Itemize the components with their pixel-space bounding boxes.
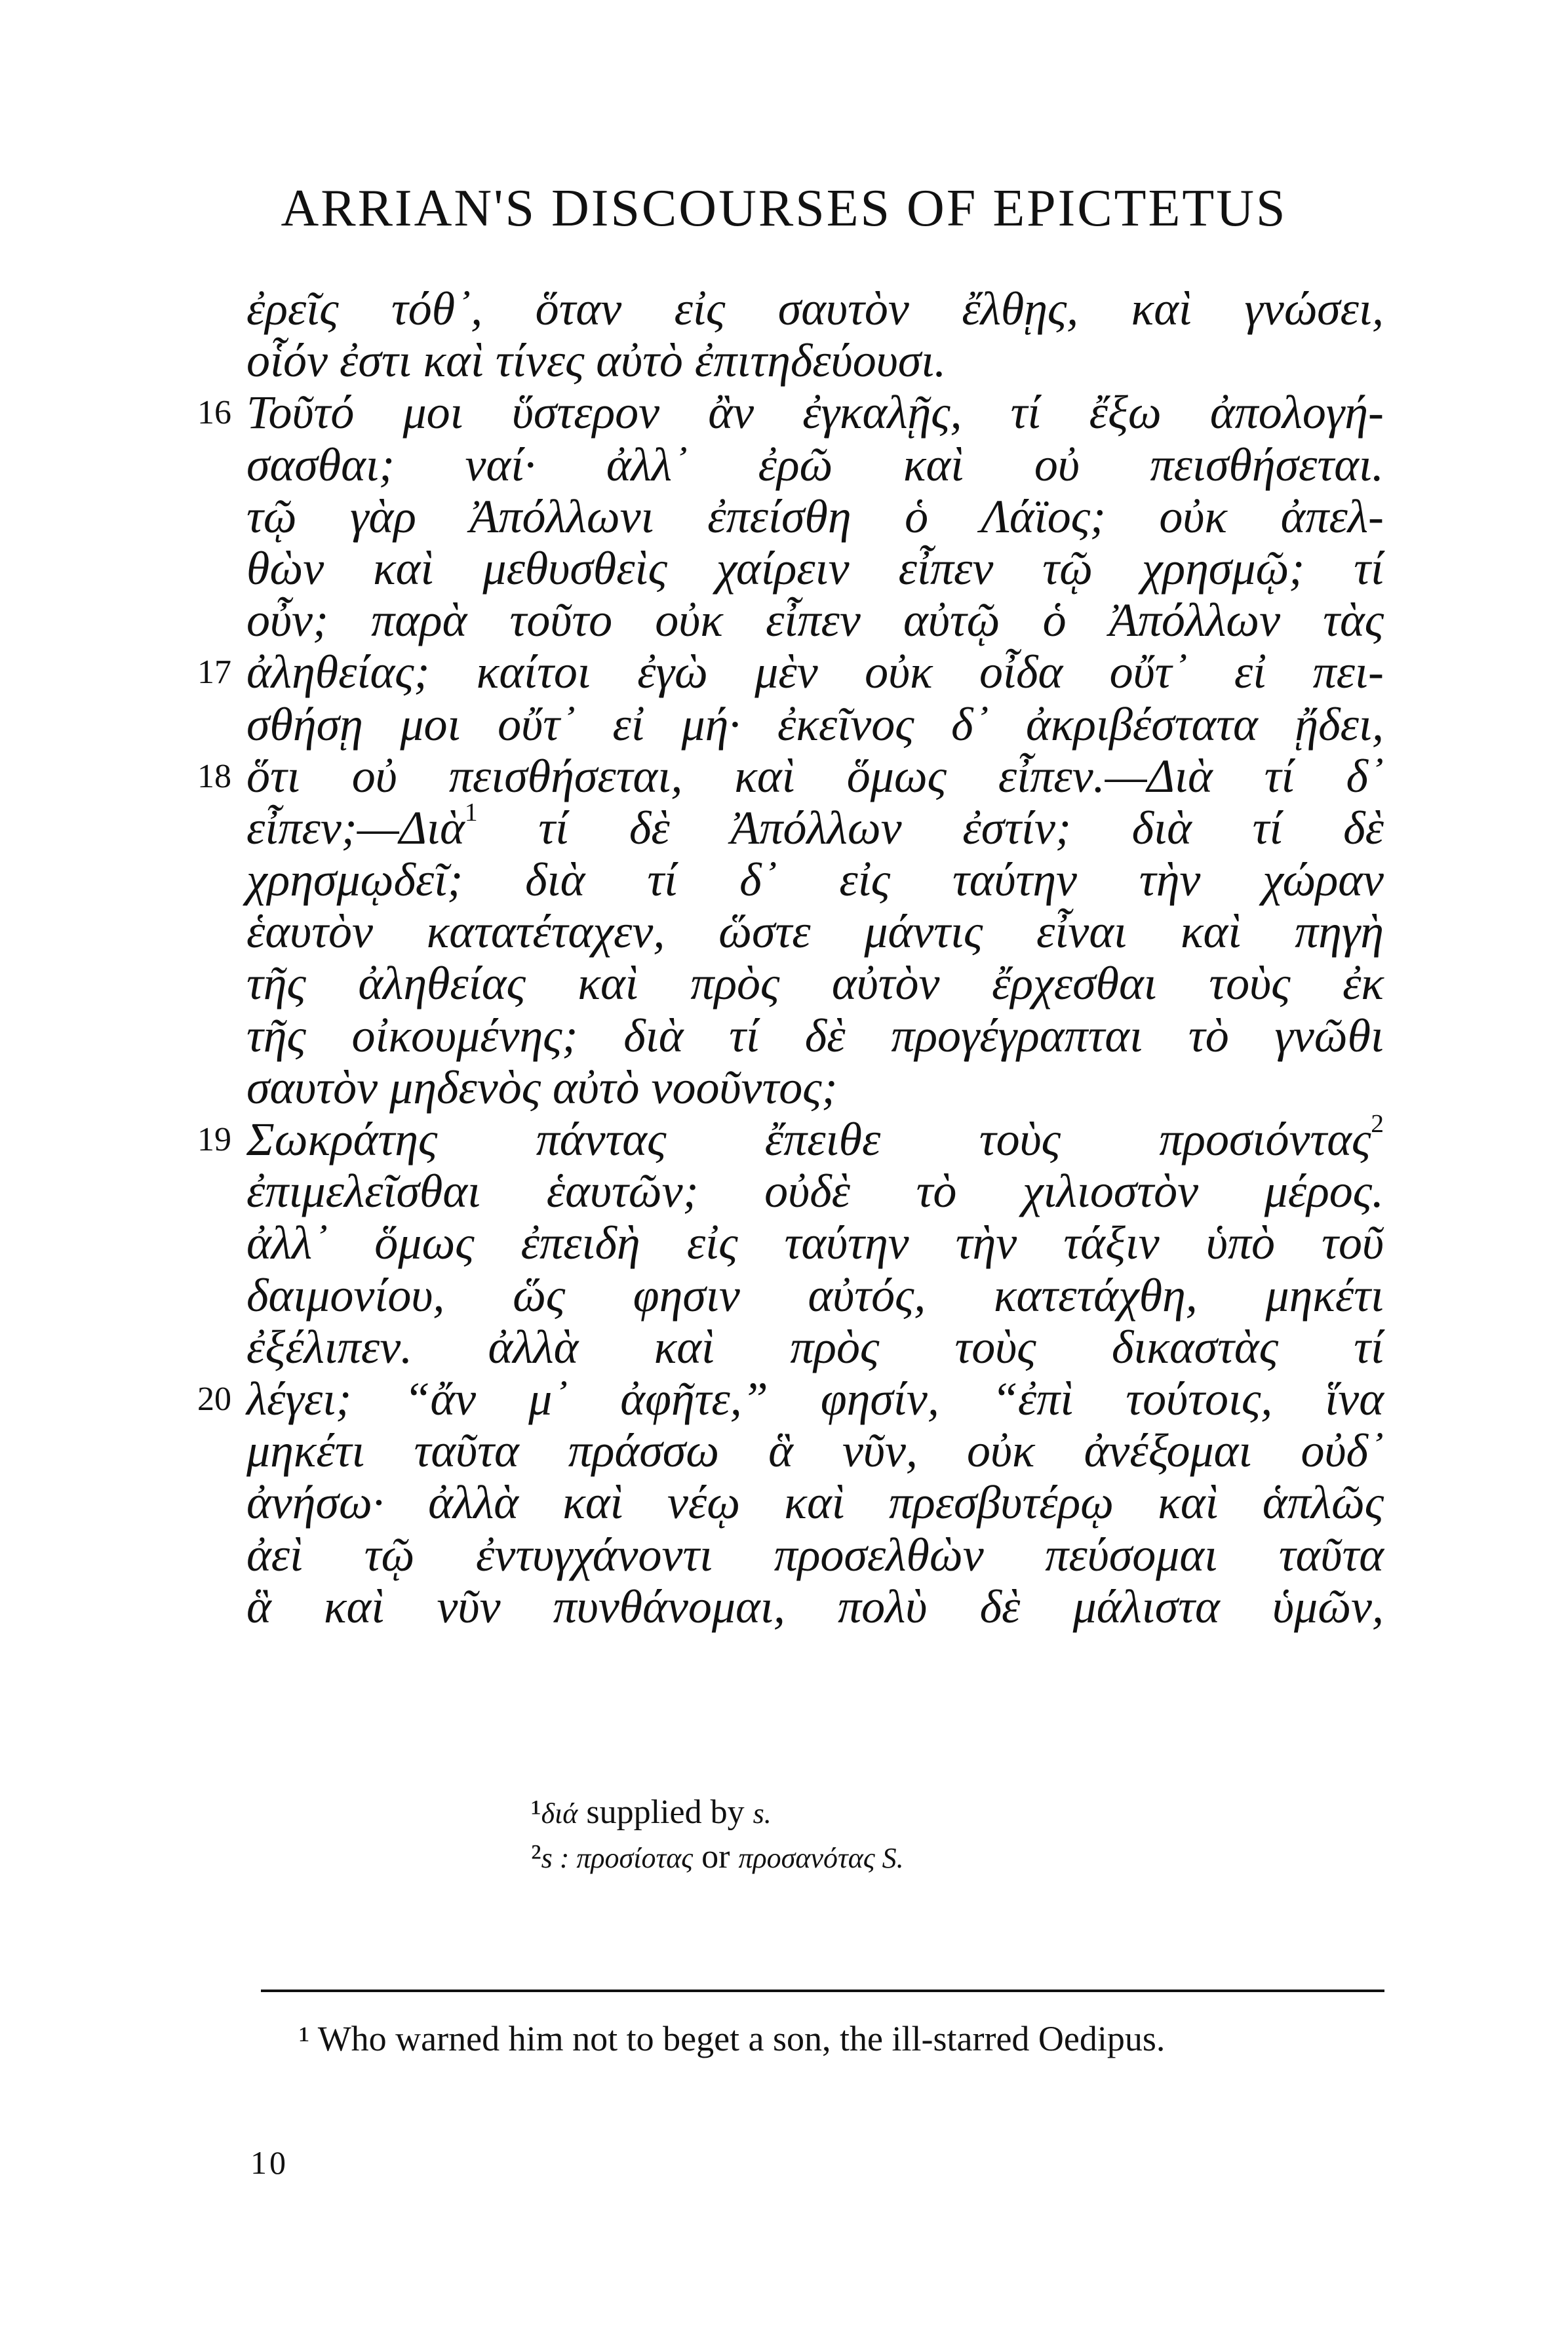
- line-text: δαιμονίου, ὥς φησιν αὐτός, κατετάχθη, μηκέτι: [246, 1268, 1384, 1322]
- text-line: [246, 1477, 1384, 1529]
- translation-footnote: ¹ Who warned him not to beget a son, the ill-starred Oedipus.: [299, 2019, 1166, 2058]
- text-line: [246, 906, 1384, 958]
- line-text: ἀνήσω· ἀλλὰ καὶ νέῳ καὶ πρεσβυτέρῳ καὶ ἁπλῶς: [246, 1476, 1384, 1529]
- footnote-marker: 1: [464, 797, 478, 827]
- text-line: [246, 958, 1384, 1010]
- text-line: [246, 1217, 1384, 1269]
- line-text: μηκέτι ταῦτα πράσσω ἃ νῦν, οὐκ ἀνέξομαι οὐδ᾽: [246, 1424, 1384, 1478]
- text-line: [197, 386, 1384, 439]
- line-text: λέγει; “ἄν μ᾽ ἀφῆτε,” φησίν, “ἐπὶ τούτοις, ἵνα: [246, 1372, 1384, 1425]
- footnote-divider: [261, 1990, 1384, 1992]
- text-line: [246, 1581, 1384, 1633]
- line-text: τῷ γὰρ Ἀπόλλωνι ἐπείσθη ὁ Λάϊος; οὐκ ἀπελ-: [246, 490, 1384, 543]
- section-number: 18: [197, 757, 231, 795]
- text-line: [246, 1529, 1384, 1581]
- line-text: ὅτι οὐ πεισθήσεται, καὶ ὅμως εἶπεν.—Διὰ τί δ᾽: [246, 749, 1384, 802]
- text-line: [246, 1425, 1384, 1477]
- note-marker: ²: [531, 1838, 541, 1875]
- text-line: [246, 1166, 1384, 1217]
- textual-notes: [531, 1791, 1318, 1880]
- text-line: [246, 1270, 1384, 1322]
- text-line: [197, 1372, 1384, 1425]
- note-text: supplied by: [578, 1794, 753, 1831]
- line-text: χρησμῳδεῖ; διὰ τί δ᾽ εἰς ταύτην τὴν χώραν: [246, 853, 1384, 907]
- text-line: [246, 335, 1384, 387]
- text-line: [246, 439, 1384, 491]
- textual-note: [531, 1791, 1318, 1835]
- line-text: ἀλλ᾽ ὅμως ἐπειδὴ εἰς ταύτην τὴν τάξιν ὑπὸ τοῦ: [246, 1217, 1384, 1270]
- line-text: εἶπεν;—Διὰ$^1$ τί δὲ Ἀπόλλων ἐστίν; διὰ τί δὲ: [246, 797, 1384, 854]
- note-tail: s.: [753, 1797, 772, 1830]
- line-text: Σωκράτης πάντας ἔπειθε τοὺς προσιόντας$^2$: [246, 1108, 1384, 1166]
- line-text: ἐξέλιπεν. ἀλλὰ καὶ πρὸς τοὺς δικαστὰς τί: [246, 1320, 1384, 1373]
- line-text: οἷόν ἐστι καὶ τίνες αὐτὸ ἐπιτηδεύουσι.: [246, 334, 947, 387]
- greek-text-block: [197, 283, 1384, 1633]
- line-text: οὖν; παρὰ τοῦτο οὐκ εἶπεν αὐτῷ ὁ Ἀπόλλων τὰς: [246, 594, 1384, 647]
- textual-note: [531, 1835, 1318, 1880]
- text-line: [246, 543, 1384, 595]
- text-line: [246, 854, 1384, 906]
- running-head: ARRIAN'S DISCOURSES OF EPICTETUS: [281, 180, 1287, 237]
- note-tail: προσανότας S.: [738, 1842, 904, 1874]
- line-text: τῆς ἀληθείας καὶ πρὸς αὐτὸν ἔρχεσθαι τοὺς ἐκ: [246, 957, 1384, 1010]
- line-text: ἀεὶ τῷ ἐντυγχάνοντι προσελθὼν πεύσομαι ταῦτα: [246, 1528, 1384, 1581]
- text-line: [197, 1108, 1384, 1166]
- line-text: Τοῦτό μοι ὕστερον ἂν ἐγκαλῇς, τί ἔξω ἀπολογή-: [246, 386, 1384, 439]
- text-line: [246, 1010, 1384, 1062]
- page-number: 10: [250, 2144, 288, 2181]
- line-text: θὼν καὶ μεθυσθεὶς χαίρειν εἶπεν τῷ χρησμῷ; τί: [246, 541, 1384, 595]
- text-line: [246, 1062, 1384, 1114]
- line-text: ἀληθείας; καίτοι ἐγὼ μὲν οὐκ οἶδα οὔτ᾽ εἰ πει-: [246, 646, 1384, 699]
- section-number: 20: [197, 1380, 231, 1418]
- text-line: [246, 595, 1384, 646]
- line-text: ἑαυτὸν κατατέταχεν, ὥστε μάντις εἶναι καὶ πηγὴ: [246, 905, 1384, 958]
- section-number: 19: [197, 1121, 231, 1158]
- note-greek: διά: [541, 1797, 578, 1830]
- line-text: τῆς οἰκουμένης; διὰ τί δὲ προγέγραπται τὸ γνῶθι: [246, 1009, 1384, 1062]
- text-line: [246, 797, 1384, 854]
- note-greek: s : προσίοτας: [541, 1842, 694, 1874]
- line-text: σθήσῃ μοι οὔτ᾽ εἰ μή· ἐκεῖνος δ᾽ ἀκριβέστατα ᾔδει,: [246, 697, 1384, 751]
- note-text: or: [693, 1838, 739, 1875]
- text-line: [246, 491, 1384, 543]
- line-text: ἃ καὶ νῦν πυνθάνομαι, πολὺ δὲ μάλιστα ὑμῶν,: [246, 1580, 1384, 1633]
- line-text: ἐρεῖς τόθ᾽, ὅταν εἰς σαυτὸν ἔλθῃς, καὶ γνώσει,: [246, 283, 1384, 335]
- text-line: [246, 283, 1384, 335]
- text-line: [197, 749, 1384, 802]
- line-text: σαυτὸν μηδενὸς αὐτὸ νοοῦντος;: [246, 1061, 838, 1114]
- section-number: 16: [197, 394, 231, 432]
- line-text: σασθαι; ναί· ἀλλ᾽ ἐρῶ καὶ οὐ πεισθήσεται.: [246, 438, 1384, 491]
- section-number: 17: [197, 654, 231, 692]
- text-line: [197, 646, 1384, 699]
- text-line: [246, 699, 1384, 751]
- footnote-marker: 2: [1371, 1108, 1384, 1138]
- text-line: [246, 1322, 1384, 1373]
- note-marker: ¹: [531, 1794, 541, 1831]
- line-text: ἐπιμελεῖσθαι ἑαυτῶν; οὐδὲ τὸ χιλιοστὸν μέρος.: [246, 1165, 1384, 1218]
